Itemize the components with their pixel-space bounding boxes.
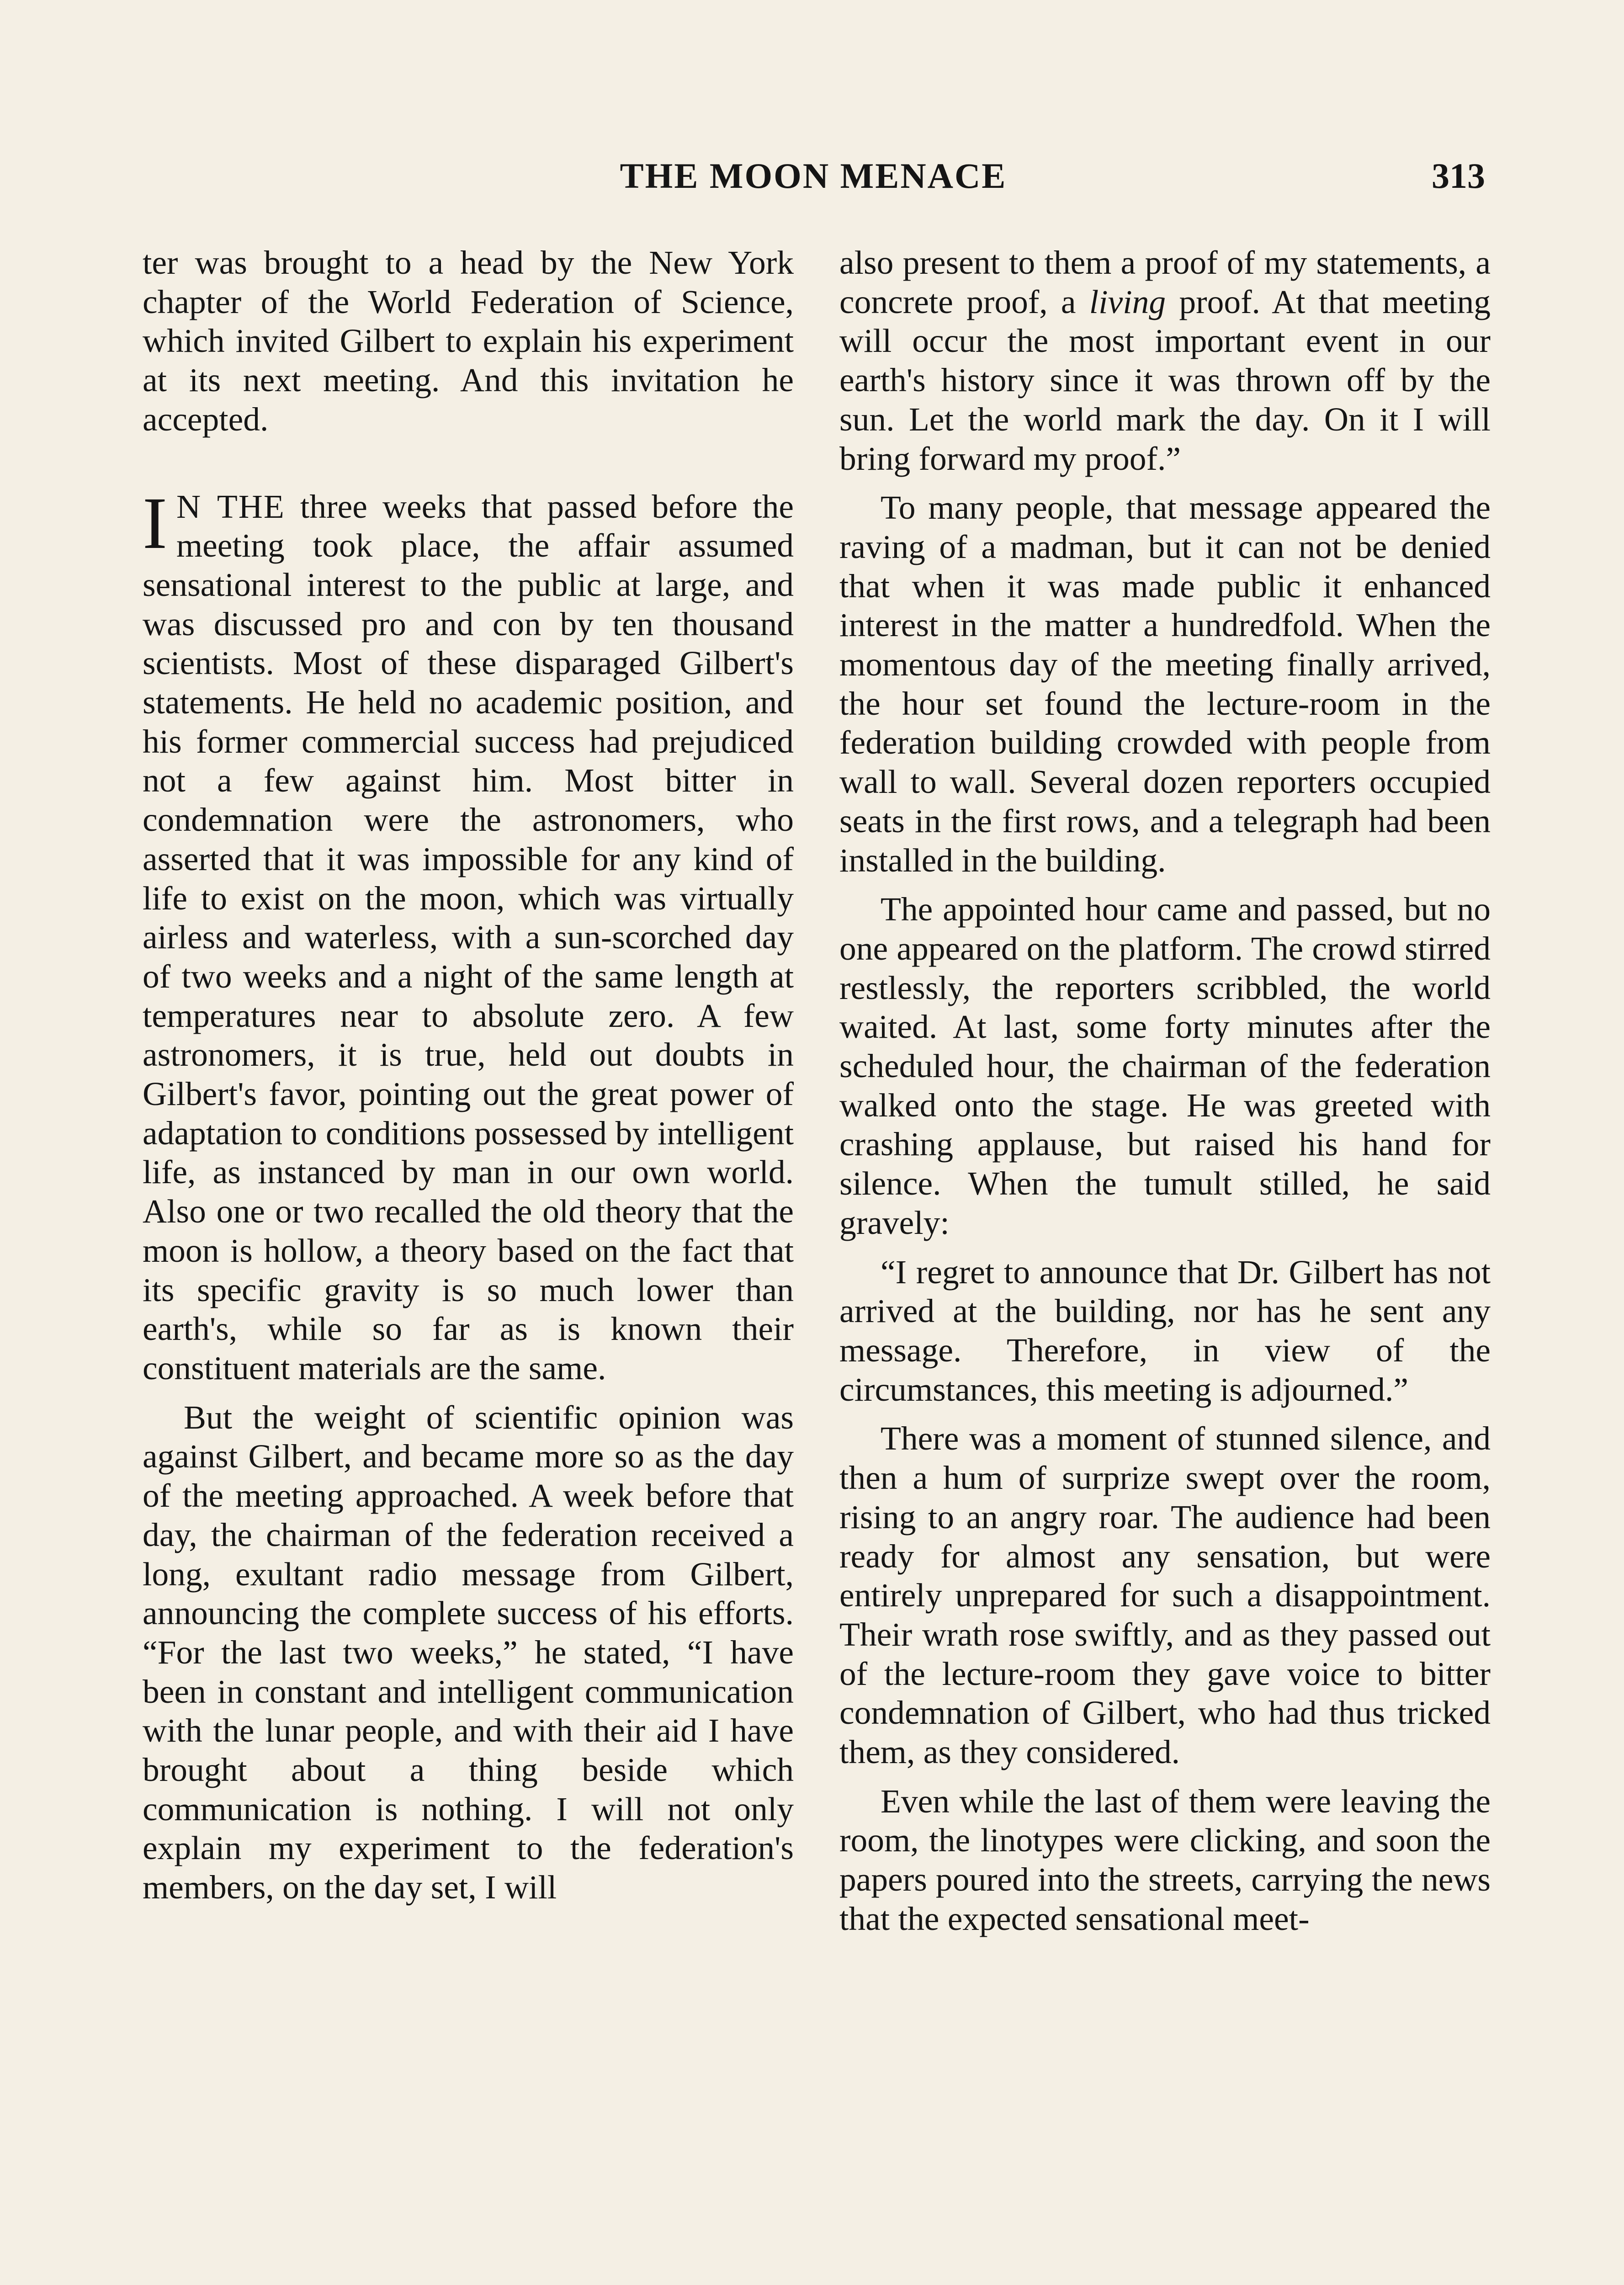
running-head: [142, 153, 1485, 199]
paragraph-right-1: [839, 243, 1491, 478]
page-title: THE MOON MENACE: [620, 156, 1007, 196]
paragraph-right-1-start: also present to them a proof of my statements, a concrete proof, a: [839, 244, 1491, 320]
paragraph-right-6: Even while the last of them were leaving the room, the linotypes were clicking, and soon the papers poured into the streets, carrying the news that the expected sensational meet-: [839, 1782, 1491, 1937]
right-column: [839, 243, 1491, 1939]
paragraph-right-5: There was a moment of stunned silence, and then a hum of surprize swept over the room, rising to an angry roar. The audience had been ready for almost any sensation, but were entirely unprepared for such a disappointment. Their wrath rose swiftly, and as they passed out of the lecture-room they gave voice to bitter condemnation of Gilbert, who had thus tricked them, as they considered.: [839, 1420, 1491, 1771]
page-number: 313: [1432, 156, 1485, 196]
paragraph-left-3: But the weight of scientific opinion was against Gilbert, and became more so as the day of the meeting approached. A week before that day, the chairman of the federation received a long, exultant radio message from Gilbert, announcing the complete success of his efforts. “For the last two weeks,” he stated, “I have been in constant and intelligent communication with the lunar people, and with their aid I have brought about a thing beside which communication is nothing. I will not only explain my experiment to the federation's members, on the day set, I will: [143, 1398, 794, 1906]
paragraph-right-2: To many people, that message appeared the raving of a madman, but it can not be denied that when it was made public it enhanced interest in the matter a hundredfold. When the momentous day of the meeting finally arrived, the hour set found the lecture-room in the federation building crowded with people from wall to wall. Several dozen reporters occupied seats in the first rows, and a telegraph had been installed in the building.: [839, 489, 1491, 879]
paragraph-left-2-text: three weeks that passed before the meeting took place, the affair assumed sensational interest to the public at large, and was discussed pro and con by ten thousand scientists. Most of these disparaged Gilbert's statements. He held no academic position, and his former commercial success had prejudiced not a few against him. Most bitter in condemnation were the astronomers, who asserted that it was impossible for any kind of life to exist on the moon, which was virtually airless and waterless, with a sun-scorched day of two weeks and a night of the same length at temperatures near to absolute zero. A few astronomers, it is true, held out doubts in Gilbert's favor, pointing out the great power of adaptation to conditions possessed by intelligent life, as instanced by man in our own world. Also one or two recalled the old theory that the moon is hollow, a theory based on the fact that its specific gravity is so much lower than earth's, while so far as is known their constituent materials are the same.: [143, 488, 794, 1387]
small-caps-lead: N THE: [176, 488, 285, 525]
drop-cap: I: [143, 482, 167, 564]
paragraph-right-3: The appointed hour came and passed, but no one appeared on the platform. The crowd stirred restlessly, the reporters scribbled, the world waited. At last, some forty minutes after the scheduled hour, the chairman of the federation walked onto the stage. He was greeted with crashing applause, but raised his hand for silence. When the tumult stilled, he said gravely:: [839, 891, 1491, 1241]
paragraph-right-1-end: proof. At that meeting will occur the most important event in our earth's history since it was thrown off by the sun. Let the world mark the day. On it I will bring forward my proof.”: [839, 283, 1491, 477]
paragraph-right-4: “I regret to announce that Dr. Gilbert has not arrived at the building, nor has he sent any message. Therefore, in view of the circumstances, this meeting is adjourned.”: [839, 1253, 1491, 1408]
paragraph-left-2: [143, 482, 794, 1388]
italic-word: living: [1089, 283, 1166, 320]
paragraph-left-1: ter was brought to a head by the New York chapter of the World Federation of Science, which invited Gilbert to explain his experiment at its next meeting. And this invitation he accepted.: [143, 244, 794, 438]
left-column: [143, 243, 794, 1907]
